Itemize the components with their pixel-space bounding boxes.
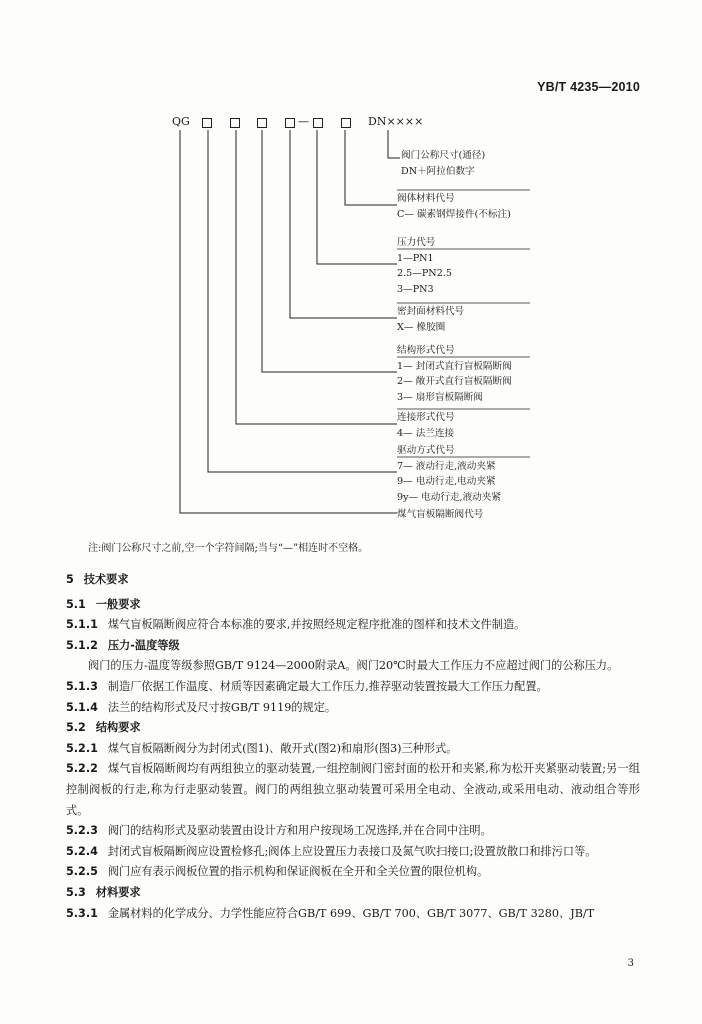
clause: 5.2.5 阀门应有表示阀板位置的指示机构和保证阀板在全开和全关位置的限位机构。 bbox=[66, 865, 489, 879]
technical-requirements bbox=[66, 570, 640, 924]
clause: 5.1.3 制造厂依据工作温度、材质等因素确定最大工作压力,推荐驱动装置按最大工作压力配置。 bbox=[66, 679, 548, 693]
legend-valve-code: 煤气盲板隔断阀代号 bbox=[397, 509, 484, 520]
standard-code: YB/T 4235—2010 bbox=[537, 80, 640, 94]
clause: 5.3.1 金属材料的化学成分、力学性能应符合GB/T 699、GB/T 700、GB/T 3077、GB/T 3280、JB/T bbox=[66, 906, 595, 920]
clause: 5.2.3 阀门的结构形式及驱动装置由设计方和用户按现场工况选择,并在合同中注明。 bbox=[66, 824, 492, 838]
clause: 阀门的压力-温度等级参照GB/T 9124—2000附录A。阀门20℃时最大工作压力不应超过阀门的公称压力。 bbox=[88, 659, 619, 673]
legend-drive: 驱动方式代号 7— 液动行走,液动夹紧 9— 电动行走,电动夹紧 9y— 电动行走,液动夹紧 bbox=[397, 445, 501, 503]
clause: 5.2.4 封闭式盲板隔断阀应设置检修孔;阀体上应设置压力表接口及氮气吹扫接口;设置放散口和排污口等。 bbox=[66, 844, 597, 858]
section-heading: 5 技术要求 bbox=[66, 573, 129, 586]
code-slot-body-material bbox=[341, 118, 351, 128]
code-suffix: DN×××× bbox=[368, 115, 424, 128]
clause: 5.1.1 煤气盲板隔断阀应符合本标准的要求,并按照经规定程序批准的图样和技术文件制造。 bbox=[66, 618, 526, 632]
code-slot-connection bbox=[230, 118, 240, 128]
code-slot-structure bbox=[257, 118, 267, 128]
section-heading: 5.2 结构要求 bbox=[66, 721, 141, 735]
legend-nominal-size: 阀门公称尺寸(通径) DN＋阿拉伯数字 bbox=[401, 150, 486, 177]
section-heading: 5.1 一般要求 bbox=[66, 597, 141, 611]
page-number: 3 bbox=[627, 958, 634, 969]
diagram-note: 注:阀门公称尺寸之前,空一个字符间隔;当与“—”相连时不空格。 bbox=[88, 543, 369, 554]
section-heading: 5.3 材料要求 bbox=[66, 885, 141, 899]
legend-pressure: 压力代号 1—PN1 2.5—PN2.5 3—PN3 bbox=[397, 237, 452, 295]
legend-body-material: 阀体材料代号 C— 碳素钢焊接件(不标注) bbox=[397, 193, 511, 220]
legend-connection: 连接形式代号 4— 法兰连接 bbox=[397, 412, 455, 439]
legend-seal-material: 密封面材料代号 X— 橡胶圈 bbox=[397, 306, 465, 333]
clause: 5.1.4 法兰的结构形式及尺寸按GB/T 9119的规定。 bbox=[66, 700, 337, 714]
code-dash: — bbox=[298, 115, 309, 128]
code-slot-drive bbox=[202, 118, 212, 128]
clause: 5.2.2 煤气盲板隔断阀均有两组独立的驱动装置,一组控制阀门密封面的松开和夹紧,称为松开夹紧驱动装置;另一组控制阀板的行走,称为行走驱动装置。阀门的两组独立驱动装置可采用全电动、全液动,或采用电动、液动组合等形式。 bbox=[66, 762, 640, 817]
code-slot-pressure bbox=[313, 118, 323, 128]
code-prefix: QG bbox=[172, 115, 190, 128]
legend-structure: 结构形式代号 1— 封闭式直行盲板隔断阀 2— 敞开式直行盲板隔断阀 3— 扇形盲板隔断阀 bbox=[397, 345, 512, 403]
section-heading: 5.1.2 压力-温度等级 bbox=[66, 638, 180, 652]
clause: 5.2.1 煤气盲板隔断阀分为封闭式(图1)、敞开式(图2)和扇形(图3)三种形式。 bbox=[66, 741, 458, 755]
code-slot-seal bbox=[285, 118, 295, 128]
